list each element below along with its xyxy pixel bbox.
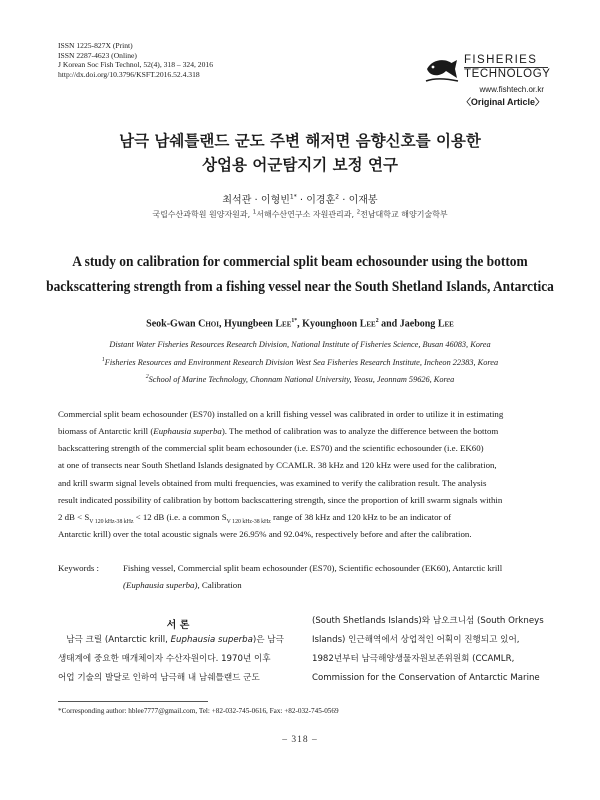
abstract-line [58, 423, 544, 440]
affiliation-3-sup: 2 [145, 374, 149, 380]
keywords-species: (Euphausia superba) [123, 580, 198, 590]
doi-link[interactable]: http://dx.doi.org/10.3796/KSFT.2016.52.4.318 [58, 69, 200, 79]
author-2-last: Lee [275, 318, 292, 330]
intro-line: Islands) 인근해역에서 상업적인 어획이 진행되고 있어, [312, 635, 520, 645]
author-sep-and: and [378, 318, 400, 330]
intro-line: Commission for the Conservation of Antarctic Marine [312, 673, 540, 683]
abstract-text: 2 dB < S [58, 511, 90, 522]
abstract-text: ). The method of calibration was to analyze the difference between the bottom [221, 426, 499, 437]
intro-line: 어업 기술의 발달로 인하여 남극해 내 남쉐틀랜드 군도 [58, 673, 260, 683]
english-title-line-2: backscattering strength from a fishing vessel near the South Shetland Islands, Antarctica [46, 279, 554, 295]
author-1-last: Choi [198, 318, 219, 330]
journal-metadata [58, 41, 213, 79]
abstract-line: backscattering strength of the commercial split beam echosounder (i.e. ES70) and the scientific echosounder (i.e. EK60) [58, 443, 484, 454]
intro-text: )은 남극 [252, 635, 284, 645]
author-4-first: Jaebong [399, 318, 438, 330]
abstract-text: biomass of Antarctic krill ( [58, 426, 154, 437]
author-3-sup: 2 [375, 318, 379, 324]
footnote-divider [58, 701, 208, 702]
abstract-line [58, 509, 544, 526]
abstract-line: result indicated possibility of calibration by bottom backscattering strength, since the proportion of krill swarm signals within [58, 494, 503, 505]
abstract-text: range of 38 kHz and 120 kHz to be an indicator of [270, 511, 452, 522]
journal-reference: J Korean Soc Fish Technol, 52(4), 318 – 324, 2016 [58, 60, 213, 70]
korean-title-line-1: 남극 남쉐틀랜드 군도 주변 해저면 음향신호를 이용한 [119, 132, 481, 150]
author-sep: , [218, 318, 224, 330]
affiliation-2-text: Fisheries Resources and Environment Research Division West Sea Fisheries Research Institute, Incheon 22383, Korea [104, 357, 499, 367]
logo-text-fisheries: FISHERIES [464, 54, 538, 66]
affiliation-2 [0, 357, 600, 367]
intro-left-column [58, 631, 298, 688]
author-sep: , [297, 318, 303, 330]
affiliation-3 [0, 374, 600, 384]
abstract-line: and krill swarm signal levels obtained from multi frequencies, was examined to verify the calibration result. The analysis [58, 477, 487, 488]
abstract-text: < 12 dB (i.e. a common S [133, 511, 227, 522]
author-4-last: Lee [437, 318, 454, 330]
abstract-line: Antarctic krill) over the total acoustic signals were 26.95% and 92.04%, respectively before and after the calibration. [58, 528, 472, 539]
abstract-line: Commercial split beam echosounder (ES70) installed on a krill fishing vessel was calibrated in order to utilize it in estimating [58, 409, 504, 419]
affiliation-1: Distant Water Fisheries Resources Research Division, National Institute of Fisheries Science, Busan 46083, Korea [109, 340, 491, 349]
logo-text-technology: TECHNOLOGY [464, 68, 551, 80]
author-2-sup: 1* [291, 318, 298, 324]
korean-affiliations: 국립수산과학원 원양자원과, $^1$서해수산연구소 자원관리과, $^2$전남대학교 해양기술학부 [152, 209, 448, 219]
english-title-line-1: A study on calibration for commercial split beam echosounder using the bottom [72, 254, 528, 270]
intro-line: 1982년부터 남극해양생물자원보존위원회 (CCAMLR, [312, 654, 515, 664]
keywords-line-2: , Calibration [197, 580, 242, 590]
english-authors [0, 318, 600, 329]
intro-right-column [312, 612, 546, 688]
abstract [58, 406, 544, 543]
keywords-label: Keywords : [58, 563, 100, 573]
issn-online: ISSN 2287-4623 (Online) [58, 50, 137, 60]
corresponding-author-footnote: *Corresponding author: hblee7777@gmail.com, Tel: +82-032-745-0616, Fax: +82-032-745-0569 [58, 707, 339, 715]
journal-website[interactable]: www.fishtech.or.kr [479, 85, 544, 94]
issn-print: ISSN 1225-827X (Print) [58, 41, 133, 50]
sv-subscript: V 120 kHz-38 kHz [226, 518, 271, 525]
korean-authors: 최석관 · 이형빈$^{1*}$ · 이경훈$^2$ · 이재봉 [222, 193, 378, 206]
abstract-line: at one of transects near South Shetland Islands designated by CCAMLR. 38 kHz and 120 kHz were used for the calibration, [58, 460, 497, 471]
affiliation-3-text: School of Marine Technology, Chonnam National University, Yeosu, Jeonnam 59626, Korea [148, 374, 455, 384]
intro-text: 남극 크릴 (Antarctic krill, [66, 635, 171, 645]
author-3-first: Kyounghoon [302, 318, 360, 330]
keywords-line-1: Fishing vessel, Commercial split beam echosounder (ES70), Scientific echosounder (EK60), Antarctic krill [123, 563, 503, 573]
korean-title-line-2: 상업용 어군탐지기 보정 연구 [202, 156, 398, 174]
species-name: Euphausia superba [153, 426, 222, 437]
affiliation-2-sup: 1 [101, 357, 105, 363]
author-3-last: Lee [359, 318, 376, 330]
page-number: – 318 – [282, 735, 318, 745]
species-name: Euphausia superba [170, 635, 253, 645]
intro-line: (South Shetlands Islands)와 남오크니섬 (South Orkneys [312, 616, 544, 626]
keywords [58, 560, 548, 594]
article-type: 〈Original Article〉 [461, 97, 544, 107]
journal-logo [424, 52, 551, 86]
author-1-first: Seok-Gwan [146, 318, 199, 330]
fish-logo-icon [424, 53, 460, 83]
intro-line: 생태계에 중요한 매개체이자 수산자원이다. 1970년 이후 [58, 654, 271, 664]
sv-subscript: V 120 kHz-38 kHz [89, 518, 134, 525]
author-2-first: Hyungbeen [223, 318, 276, 330]
section-heading-introduction: 서 론 [166, 620, 190, 631]
intro-line [58, 631, 298, 650]
